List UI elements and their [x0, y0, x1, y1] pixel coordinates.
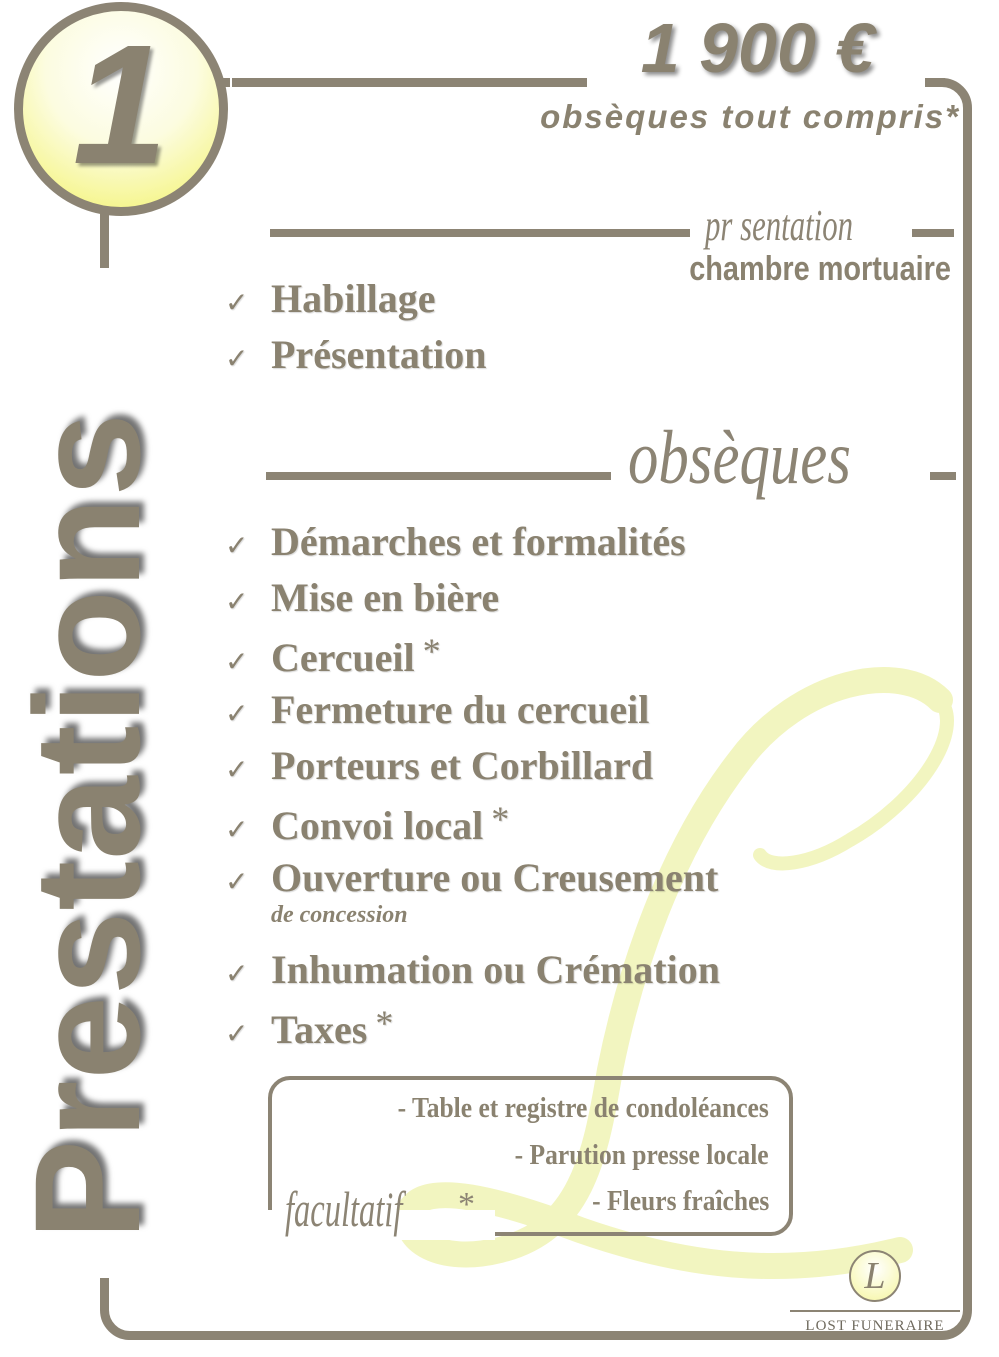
- optional-line: - Fleurs fraîches: [591, 1185, 769, 1217]
- logo-text: LOST FUNERAIRE: [790, 1310, 960, 1335]
- list-item: [225, 275, 435, 322]
- item-label: Porteurs et Corbillard: [271, 743, 654, 788]
- company-logo: [790, 1250, 960, 1334]
- check-icon: ✓: [225, 585, 249, 618]
- check-icon: ✓: [225, 865, 249, 898]
- asterisk: *: [458, 1186, 475, 1223]
- frame-line: [925, 78, 945, 87]
- list-item: [225, 331, 487, 378]
- list-item: [225, 574, 499, 621]
- section-rule: [266, 472, 611, 480]
- section-rule-end: [912, 229, 954, 237]
- item-label: Inhumation ou Crémation: [271, 947, 720, 992]
- list-item: [225, 630, 441, 681]
- item-label: Présentation: [271, 332, 487, 377]
- check-icon: ✓: [225, 529, 249, 562]
- check-icon: ✓: [225, 753, 249, 786]
- frame-line: [232, 78, 587, 87]
- check-icon: ✓: [225, 697, 249, 730]
- optional-line: - Parution presse locale: [515, 1139, 769, 1171]
- list-item: [225, 742, 653, 789]
- item-label: Cercueil: [271, 635, 415, 680]
- list-item: [225, 686, 649, 733]
- optional-label: facultatif: [285, 1181, 403, 1237]
- item-label: Habillage: [271, 276, 436, 321]
- item-label: Ouverture ou Creusement: [271, 855, 719, 900]
- item-label: Convoi local: [271, 803, 484, 848]
- side-title: Prestations: [3, 412, 171, 1240]
- check-icon: ✓: [225, 813, 249, 846]
- asterisk: *: [422, 631, 441, 671]
- check-icon: ✓: [225, 957, 249, 990]
- list-item: [225, 798, 509, 849]
- list-item: [225, 946, 720, 993]
- section-script-label: pr sentation: [705, 201, 854, 250]
- price-subtitle: obsèques tout compris*: [540, 98, 960, 135]
- check-icon: ✓: [225, 286, 249, 319]
- price: 1 900 €: [640, 9, 875, 87]
- list-item: [225, 1002, 393, 1053]
- logo-emblem: L: [849, 1250, 901, 1302]
- list-item: [225, 518, 686, 565]
- section-label: chambre mortuaire: [689, 250, 951, 288]
- optional-line: - Table et registre de condoléances: [397, 1092, 769, 1124]
- check-icon: ✓: [225, 342, 249, 375]
- badge-number: 1: [72, 10, 168, 200]
- list-item: [225, 854, 718, 901]
- frame-line: [100, 210, 109, 268]
- item-note: de concession: [271, 902, 408, 928]
- asterisk: *: [491, 799, 510, 839]
- section-rule-end: [930, 472, 956, 480]
- section-script-label: obsèques: [628, 416, 851, 500]
- item-label: Fermeture du cercueil: [271, 687, 650, 732]
- item-label: Taxes: [271, 1007, 368, 1052]
- check-icon: ✓: [225, 645, 249, 678]
- asterisk: *: [375, 1003, 394, 1043]
- check-icon: ✓: [225, 1017, 249, 1050]
- item-label: Mise en bière: [271, 575, 500, 620]
- item-label: Démarches et formalités: [271, 519, 686, 564]
- section-rule: [270, 229, 690, 237]
